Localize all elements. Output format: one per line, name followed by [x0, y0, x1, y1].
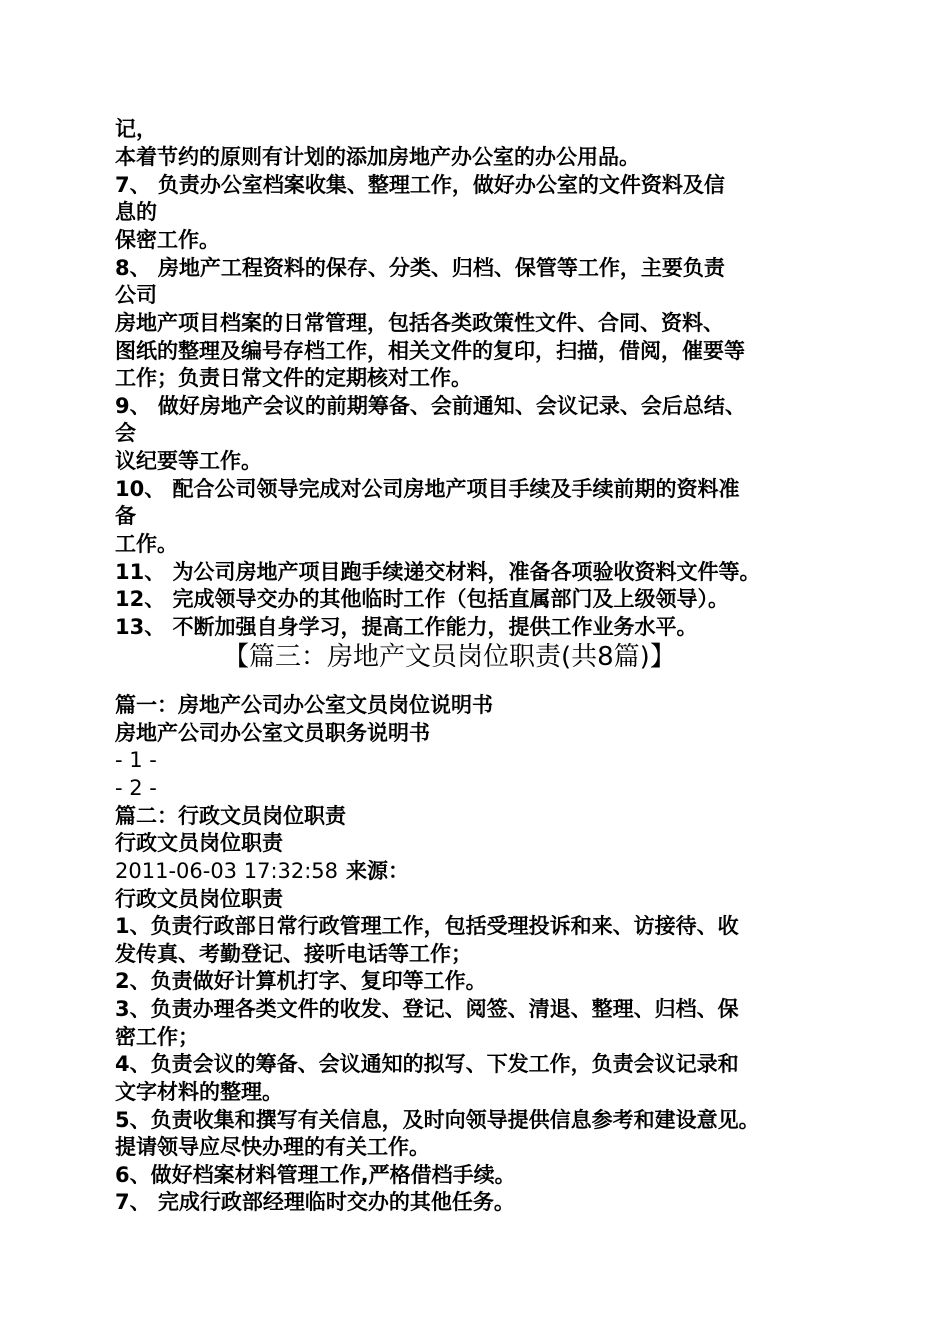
text-line: 公司 — [115, 283, 157, 307]
text-line: 息的 — [115, 200, 157, 224]
text-line: 图纸的整理及编号存档工作，相关文件的复印，扫描，借阅，催要等 — [115, 339, 745, 363]
text-line: 8、 房地产工程资料的保存、分类、归档、保管等工作，主要负责 — [115, 256, 725, 280]
section-heading: 【篇三：房地产文员岗位职责(共8篇)】 — [223, 642, 676, 672]
text-line: 1、负责行政部日常行政管理工作，包括受理投诉和来、访接待、收 — [115, 914, 739, 938]
text-line: 12、 完成领导交办的其他临时工作（包括直属部门及上级领导）。 — [115, 587, 730, 611]
text-line: 4、负责会议的筹备、会议通知的拟写、下发工作，负责会议记录和 — [115, 1052, 739, 1076]
text-line: 13、 不断加强自身学习，提高工作能力，提供工作业务水平。 — [115, 615, 698, 639]
text-line: 5、负责收集和撰写有关信息，及时向领导提供信息参考和建设意见。 — [115, 1108, 760, 1132]
text-line: 议纪要等工作。 — [115, 449, 262, 473]
text-line: 篇二：行政文员岗位职责 — [115, 804, 346, 828]
text-line: 备 — [115, 504, 136, 528]
text-line: 7、 完成行政部经理临时交办的其他任务。 — [115, 1190, 515, 1214]
text-line: 6、做好档案材料管理工作,严格借档手续。 — [115, 1163, 516, 1187]
text-line: 行政文员岗位职责 — [115, 831, 283, 855]
text-line: 文字材料的整理。 — [115, 1080, 283, 1104]
source-label: 来源： — [346, 859, 409, 883]
text-line: 保密工作。 — [115, 228, 220, 252]
text-line: 11、 为公司房地产项目跑手续递交材料，准备各项验收资料文件等。 — [115, 560, 761, 584]
text-line: 房地产公司办公室文员职务说明书 — [115, 721, 430, 745]
page-number: - 1 - — [115, 748, 157, 772]
text-line: 3、负责办理各类文件的收发、登记、阅签、清退、整理、归档、保 — [115, 997, 739, 1021]
page-number: - 2 - — [115, 776, 157, 800]
text-line: 篇一：房地产公司办公室文员岗位说明书 — [115, 693, 493, 717]
text-line: 7、 负责办公室档案收集、整理工作，做好办公室的文件资料及信 — [115, 173, 725, 197]
text-line: 会 — [115, 421, 136, 445]
text-line: 密工作； — [115, 1025, 199, 1049]
text-line: 提请领导应尽快办理的有关工作。 — [115, 1135, 430, 1159]
text-line: 本着节约的原则有计划的添加房地产办公室的办公用品。 — [115, 145, 640, 169]
text-line: 房地产项目档案的日常管理，包括各类政策性文件、合同、资料、 — [115, 311, 724, 335]
text-line: 9、 做好房地产会议的前期筹备、会前通知、会议记录、会后总结、 — [115, 394, 746, 418]
text-line: 行政文员岗位职责 — [115, 887, 283, 911]
timestamp: 2011-06-03 17:32:58 — [115, 859, 339, 883]
text-line: 10、 配合公司领导完成对公司房地产项目手续及手续前期的资料准 — [115, 477, 740, 501]
text-line: 工作。 — [115, 532, 178, 556]
text-line: 发传真、考勤登记、接听电话等工作； — [115, 942, 472, 966]
text-line: 记， — [115, 117, 157, 141]
text-line: 工作；负责日常文件的定期核对工作。 — [115, 366, 472, 390]
text-line: 2、负责做好计算机打字、复印等工作。 — [115, 969, 487, 993]
